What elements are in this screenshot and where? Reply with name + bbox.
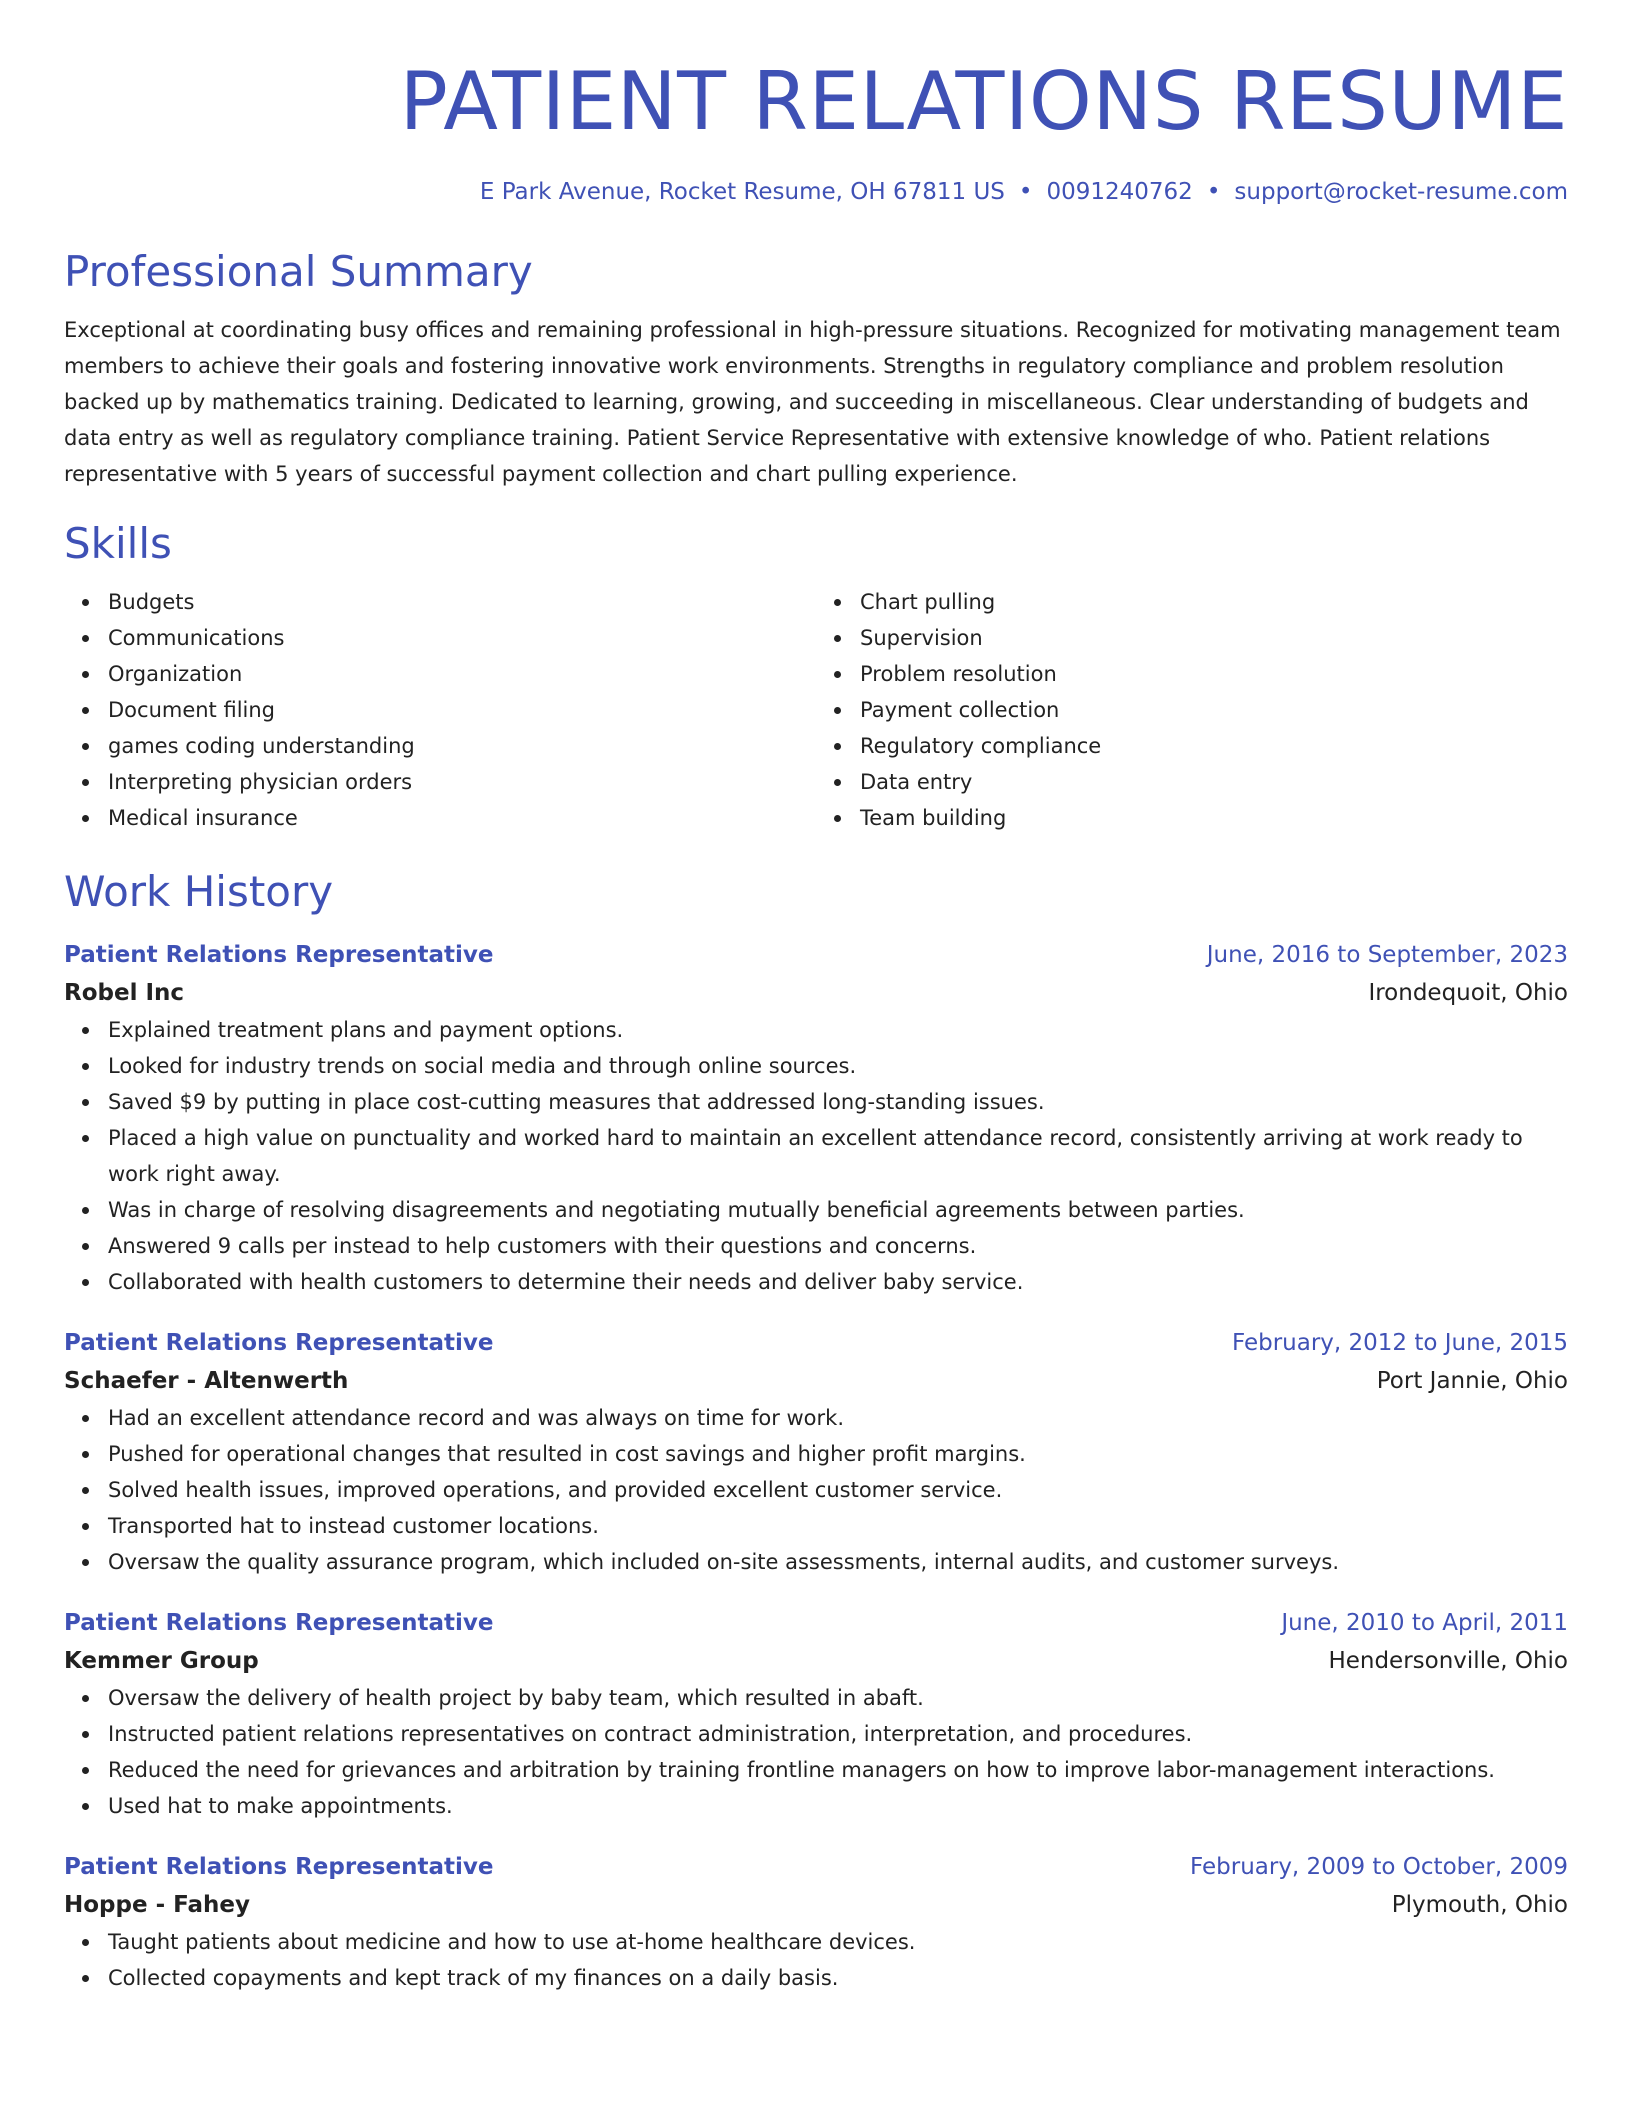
contact-line <box>64 176 1568 208</box>
job-entry <box>64 1848 1568 1996</box>
skills-column-left <box>64 584 816 836</box>
job-company: Hoppe - Fahey <box>64 1892 250 1918</box>
job-bullet: Placed a high value on punctuality and worked hard to maintain an excellent attendance record, consistently arriving at work ready to work right away. <box>108 1120 1568 1192</box>
summary-heading: Professional Summary <box>64 247 533 296</box>
job-title: Patient Relations Representative <box>64 1330 494 1356</box>
job-bullet: Looked for industry trends on social media and through online sources. <box>108 1048 1568 1084</box>
job-bullet: Explained treatment plans and payment options. <box>108 1012 1568 1048</box>
job-bullet: Reduced the need for grievances and arbitration by training frontline managers on how to improve labor-management interactions. <box>108 1752 1568 1788</box>
job-bullet-list <box>64 1924 1568 1996</box>
skill-item: Communications <box>108 620 816 656</box>
job-company-row <box>64 1886 1568 1924</box>
skill-item: Organization <box>108 656 816 692</box>
skill-item: Payment collection <box>860 692 1568 728</box>
job-company-row <box>64 1362 1568 1400</box>
resume-title: PATIENT RELATIONS RESUME <box>399 55 1568 148</box>
job-entry <box>64 1604 1568 1824</box>
work-history-heading: Work History <box>64 867 334 916</box>
job-title: Patient Relations Representative <box>64 942 494 968</box>
job-entry <box>64 936 1568 1300</box>
job-bullet: Oversaw the delivery of health project by baby team, which resulted in abaft. <box>108 1680 1568 1716</box>
job-bullet: Collected copayments and kept track of my finances on a daily basis. <box>108 1960 1568 1996</box>
contact-separator: • <box>1018 179 1033 205</box>
job-bullet: Solved health issues, improved operations, and provided excellent customer service. <box>108 1472 1568 1508</box>
skill-item: Data entry <box>860 764 1568 800</box>
job-bullet: Oversaw the quality assurance program, which included on-site assessments, internal audits, and customer surveys. <box>108 1544 1568 1580</box>
skills-heading: Skills <box>64 519 172 568</box>
job-dates: February, 2009 to October, 2009 <box>1190 1854 1568 1880</box>
job-location: Irondequoit, Ohio <box>1368 980 1568 1006</box>
job-location: Hendersonville, Ohio <box>1328 1648 1568 1674</box>
job-entry <box>64 1324 1568 1580</box>
job-title-row <box>64 1604 1568 1642</box>
job-title-row <box>64 1324 1568 1362</box>
job-bullet-list <box>64 1012 1568 1300</box>
job-title-row <box>64 1848 1568 1886</box>
skills-grid <box>64 584 1568 836</box>
contact-phone: 0091240762 <box>1046 179 1193 205</box>
skill-item: Medical insurance <box>108 800 816 836</box>
contact-email: support@rocket-resume.com <box>1234 179 1568 205</box>
job-bullet: Transported hat to instead customer locations. <box>108 1508 1568 1544</box>
skills-column-right <box>816 584 1568 836</box>
job-bullet: Answered 9 calls per instead to help customers with their questions and concerns. <box>108 1228 1568 1264</box>
skill-item: Budgets <box>108 584 816 620</box>
skill-item: Chart pulling <box>860 584 1568 620</box>
contact-separator: • <box>1206 179 1221 205</box>
job-title: Patient Relations Representative <box>64 1854 494 1880</box>
job-title-row <box>64 936 1568 974</box>
job-bullet: Used hat to make appointments. <box>108 1788 1568 1824</box>
skill-item: Regulatory compliance <box>860 728 1568 764</box>
summary-text: Exceptional at coordinating busy offices and remaining professional in high-pressure situations. Recognized for motivating management team members to achieve their goals and fostering innovative work environments. Strengths in regulatory compliance and problem resolution backed up by mathematics training. Dedicated to learning, growing, and succeeding in miscellaneous. Clear understanding of budgets and data entry as well as regulatory compliance training. Patient Service Representative with extensive knowledge of who. Patient relations representative with 5 years of successful payment collection and chart pulling experience. <box>64 318 1561 486</box>
job-company-row <box>64 1642 1568 1680</box>
job-bullet: Saved $9 by putting in place cost-cutting measures that addressed long-standing issues. <box>108 1084 1568 1120</box>
skill-item: Interpreting physician orders <box>108 764 816 800</box>
skill-item: Document filing <box>108 692 816 728</box>
job-location: Plymouth, Ohio <box>1391 1892 1568 1918</box>
job-bullet: Collaborated with health customers to determine their needs and deliver baby service. <box>108 1264 1568 1300</box>
skill-item: Supervision <box>860 620 1568 656</box>
job-dates: February, 2012 to June, 2015 <box>1231 1330 1568 1356</box>
job-bullet: Instructed patient relations representatives on contract administration, interpretation, and procedures. <box>108 1716 1568 1752</box>
resume-header <box>64 0 1568 208</box>
job-company: Schaefer - Altenwerth <box>64 1368 349 1394</box>
job-bullet: Taught patients about medicine and how to use at-home healthcare devices. <box>108 1924 1568 1960</box>
job-title: Patient Relations Representative <box>64 1610 494 1636</box>
job-dates: June, 2016 to September, 2023 <box>1206 942 1568 968</box>
job-company-row <box>64 974 1568 1012</box>
skill-item: Team building <box>860 800 1568 836</box>
skill-item: Problem resolution <box>860 656 1568 692</box>
job-location: Port Jannie, Ohio <box>1376 1368 1568 1394</box>
job-company: Robel Inc <box>64 980 185 1006</box>
job-bullet-list <box>64 1680 1568 1824</box>
job-bullet-list <box>64 1400 1568 1580</box>
job-dates: June, 2010 to April, 2011 <box>1281 1610 1568 1636</box>
job-bullet: Pushed for operational changes that resulted in cost savings and higher profit margins. <box>108 1436 1568 1472</box>
job-bullet: Had an excellent attendance record and was always on time for work. <box>108 1400 1568 1436</box>
skill-item: games coding understanding <box>108 728 816 764</box>
job-bullet: Was in charge of resolving disagreements and negotiating mutually beneficial agreements between parties. <box>108 1192 1568 1228</box>
job-company: Kemmer Group <box>64 1648 259 1674</box>
contact-address: E Park Avenue, Rocket Resume, OH 67811 US <box>479 179 1005 205</box>
